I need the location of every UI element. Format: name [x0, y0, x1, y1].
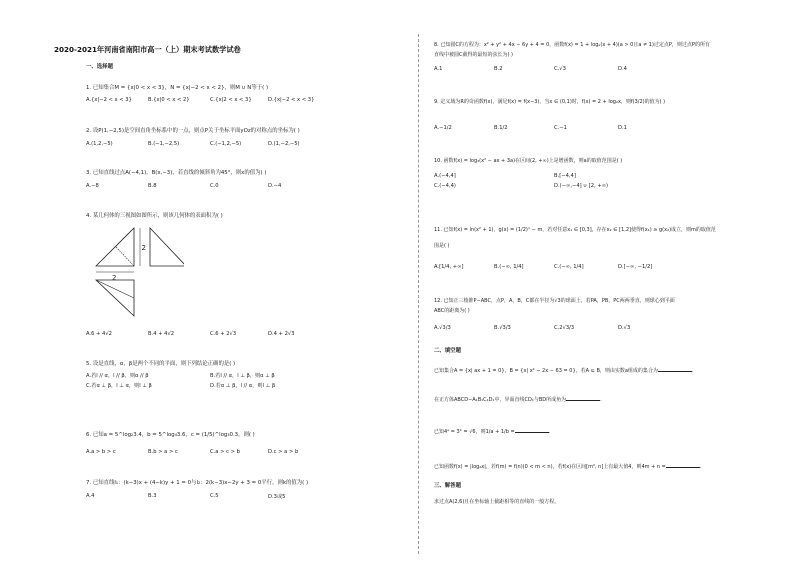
option-b: B.2 — [494, 66, 503, 72]
left-column — [86, 0, 404, 562]
option-a: A.−1/2 — [434, 125, 452, 131]
option-a: A.√3/3 — [434, 325, 451, 331]
answer-blank[interactable] — [666, 463, 700, 468]
option-d: D.−4 — [268, 183, 282, 189]
option-c: C.−1 — [554, 125, 567, 131]
question-6: 6. 已知a = 5^log₂3.4，b = 5^log₄3.6，c = (1/5)^log₃0.3，则( ) — [86, 432, 255, 438]
option-a: A.[1/4, +∞] — [434, 264, 464, 270]
option-c: C.6 + 2√3 — [210, 331, 237, 337]
option-d: D.c > a > b — [268, 449, 299, 455]
fill-question-14: 在正方体ABCD−A₁B₁C₁D₁中，异面直线CD₁与BD所成角为 . — [434, 397, 602, 403]
answer-blank[interactable] — [515, 428, 549, 433]
question-10-options — [434, 173, 694, 195]
option-c: C.(−∞, 1/4] — [554, 264, 584, 270]
option-b: B.√3/3 — [494, 325, 511, 331]
fill-question-14-text: 在正方体ABCD−A₁B₁C₁D₁中，异面直线CD₁与BD所成角为 — [434, 397, 567, 403]
question-8-continued: 直线中被圆C截得的最短的弦长为( ) — [434, 52, 513, 58]
option-c: C.(−1,2,−5) — [210, 141, 242, 147]
section-choice-heading: 一、选择题 — [86, 64, 113, 70]
option-d: D.[−∞, −1/2] — [618, 264, 653, 270]
question-3: 3. 已知直线过点A(−4,1)，B(x,−3)，若直线的倾斜角为45°，则x的值为( ) — [86, 170, 267, 176]
option-a: A.a > b > c — [86, 449, 116, 455]
option-a: A.6 + 4√2 — [86, 331, 112, 337]
side-view-triangle — [150, 228, 184, 266]
option-b: B.3 — [148, 493, 157, 499]
option-c: C.√3 — [554, 66, 566, 72]
question-2: 2. 设P(1,−2,5)是空间直角坐标系中的一点，则点P关于坐标平面yOz的对称点的坐标为( ) — [86, 128, 300, 134]
option-a: A.(1,2,−5) — [86, 141, 113, 147]
option-a: A.(−4,4] — [434, 173, 456, 179]
question-12: 12. 已知正三棱锥P−ABC，点P，A，B，C都在半径为√3的球面上，若PA，PB，PC两两垂直，则球心到平面 — [434, 298, 675, 304]
option-d: D.3或5 — [268, 494, 286, 500]
option-c: C.0 — [210, 183, 219, 189]
option-b: B.8 — [148, 183, 157, 189]
option-a: A.4 — [86, 493, 95, 499]
question-8: 8. 已知圆C的方程为：x² + y² + 4x − 6y + 4 = 0，函数f(x) = 1 + logₐ(x + 4)(a > 0且a ≠ 1)过定点P，则过点P的所有 — [434, 42, 710, 48]
option-b: B.(−∞, 1/4] — [494, 264, 524, 270]
fill-question-16-text: 已知函数f(x) = |log₂x|，若f(m) = f(n)(0 < m < n)，若f(x)在区间[m², n]上有最大值4，则4m + n = — [434, 464, 666, 470]
section-fill-heading: 二、填空题 — [434, 348, 461, 354]
option-b: B.[−4,4] — [554, 173, 576, 179]
option-b: B.b > a > c — [148, 449, 178, 455]
question-11-continued: 围是( ) — [434, 243, 450, 249]
section-answer-heading: 三、解答题 — [434, 483, 461, 489]
option-a: A.1 — [434, 66, 443, 72]
option-b: B.{x|0 < x < 2} — [148, 97, 190, 103]
fill-question-13-text: 已知集合A = {x| ax + 1 = 0}，B = {x| x² − 2x − 63 = 0}，若A ⊆ B，则由实数a组成的集合为 — [434, 368, 658, 374]
option-c: C.(−4,4) — [434, 183, 456, 189]
option-b: B.(−1,−2,5) — [148, 141, 180, 147]
answer-blank[interactable] — [566, 396, 600, 401]
question-5: 5. 设是直线，α，β是两个不同的平面，则下列结论正确的是( ) — [86, 361, 236, 367]
question-4: 4. 某几何体的三视图如图所示，则该几何体的表面积为( ) — [86, 213, 223, 219]
option-a: A.{x|−2 < x < 3} — [86, 97, 132, 103]
question-10: 10. 函数f(x) = log₃(x² − ax + 3a)在区间(2, +∞)上是增函数，则a的取值范围是( ) — [434, 158, 623, 164]
option-b: B.4 + 4√2 — [148, 331, 175, 337]
option-a: A.−8 — [86, 183, 99, 189]
three-view-figure — [94, 224, 184, 324]
front-view-hidden-edge — [116, 247, 134, 266]
option-d: D.若α ⊥ β，l // α，则l ⊥ β — [210, 383, 276, 389]
option-d: D.1 — [618, 125, 627, 131]
question-11: 11. 已知f(x) = ln(x² + 1)，g(x) = (1/2)ˣ − m，若对任意x₁ ∈ [0,3]，存在x₂ ∈ [1,2]使得f(x₁) ≥ g(x₂)成立，则m的取值范 — [434, 227, 716, 233]
top-view-edge — [96, 280, 134, 298]
option-d: D.(−∞,−4] ∪ [2, +∞) — [554, 183, 609, 189]
option-a: A.若l // α，l // β，则α // β — [86, 373, 149, 379]
question-5-options — [86, 372, 346, 396]
option-d: D.√3 — [618, 325, 631, 331]
option-c: C.5 — [210, 493, 219, 499]
option-c: C.2√3/3 — [554, 325, 575, 331]
answer-blank[interactable] — [658, 367, 692, 372]
fill-question-16: 已知函数f(x) = |log₂x|，若f(m) = f(n)(0 < m < n)，若f(x)在区间[m², n]上有最大值4，则4m + n = . — [434, 464, 702, 470]
option-b: B.1/2 — [494, 125, 508, 131]
fill-question-15: 已知4ᵃ = 3ᵇ = √6，则1/a + 1/b = . — [434, 429, 551, 435]
question-1: 1. 已知集合M = {x|0 < x < 3}，N = {x|−2 < x < 2}，则M ∪ N等于( ) — [86, 85, 269, 91]
fill-question-15-text: 已知4ᵃ = 3ᵇ = √6，则1/a + 1/b = — [434, 429, 515, 435]
option-c: C.{x|2 < x < 3} — [210, 97, 252, 103]
option-b: B.若l // α，l ⊥ β，则α ⊥ β — [210, 373, 275, 379]
option-d: D.(1,−2,−5) — [268, 141, 300, 147]
top-view-triangle — [96, 280, 134, 316]
option-d: D.4 + 2√3 — [268, 331, 295, 337]
question-9: 9. 定义域为R的奇函数f(x)，满足f(x) = f(x−3)，当x ∈ (0,1)时，f(x) = 2 + log₂x，则f(3/2)的值为( ) — [434, 99, 666, 105]
exam-title: 2020-2021年河南省南阳市高一（上）期末考试数学试卷 — [54, 45, 241, 54]
question-7: 7. 已知直线l₁：(k−3)x + (4−k)y + 1 = 0与l₂：2(k−3)x−2y + 3 = 0平行，则k的值为( ) — [86, 480, 309, 486]
option-c: C.a > c > b — [210, 449, 240, 455]
option-d: D.{x|−2 < x < 3} — [268, 97, 315, 103]
width-dimension-label: 2 — [112, 274, 117, 282]
option-c: C.若α ⊥ β，l ⊥ α，则l ⊥ β — [86, 383, 152, 389]
column-divider — [418, 34, 419, 554]
answer-question-17: 求过点A(2,6)且在坐标轴上截距相等的直线的一般方程。 — [434, 499, 560, 505]
question-12-continued: ABC的距离为( ) — [434, 308, 470, 314]
option-d: D.4 — [618, 66, 627, 72]
height-dimension-label: 2 — [141, 244, 146, 252]
fill-question-13: 已知集合A = {x| ax + 1 = 0}，B = {x| x² − 2x − 63 = 0}，若A ⊆ B，则由实数a组成的集合为 . — [434, 368, 694, 374]
right-column — [434, 0, 774, 562]
